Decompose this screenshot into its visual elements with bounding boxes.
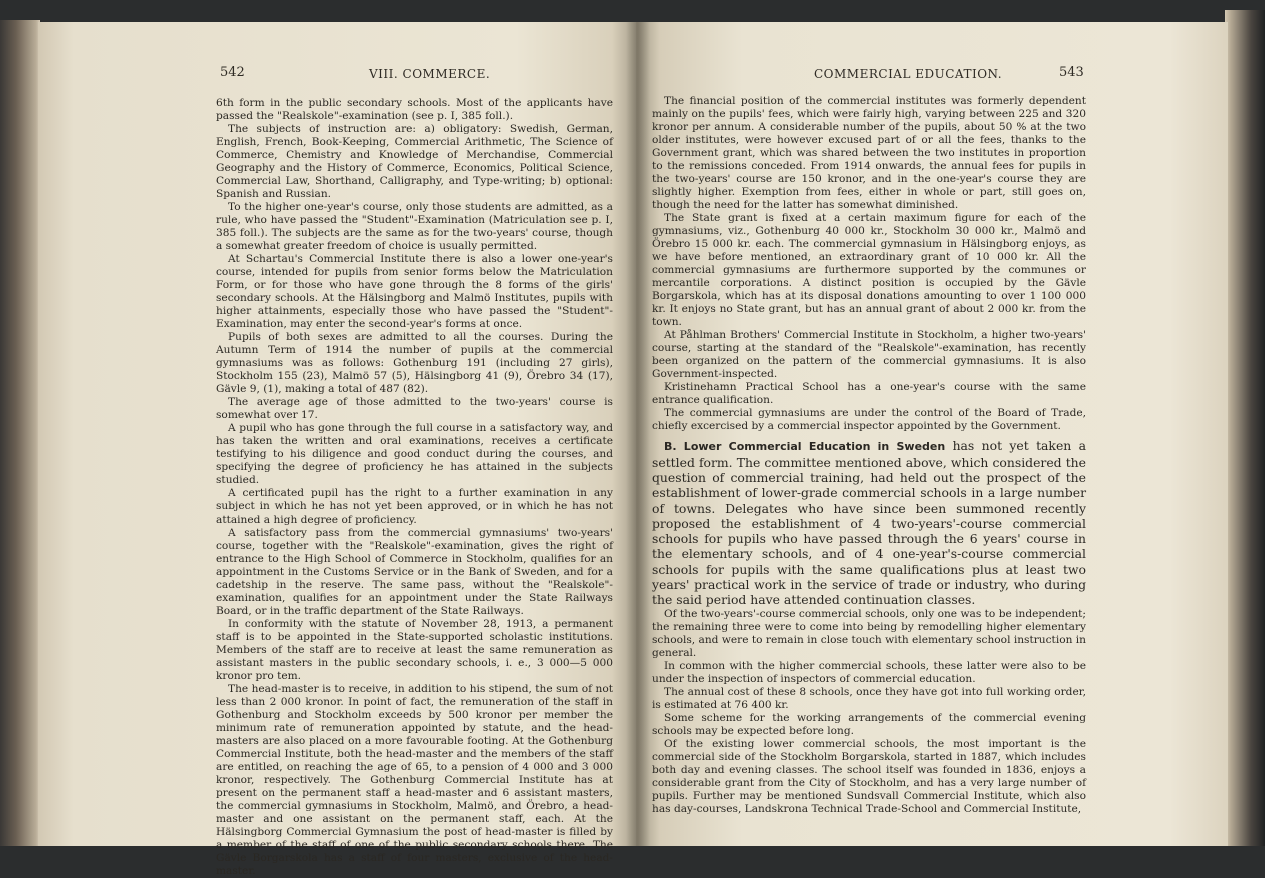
left-page [38,22,636,877]
paragraph: 6th form in the public secondary schools. Most of the applicants have passed the "Realskole"-examination (see p. I, 385 foll.). [216,97,613,123]
paragraph: Of the existing lower commercial schools, the most important is the commercial side of the Stockholm Borgarskola, started in 1887, which includes both day and evening classes. The school itself was founded in 1836, enjoys a considerable grant from the City of Stockholm, and has a very large number of pupils. Further may be mentioned Sundsvall Commercial Institute, which also has day-courses, Landskrona Technical Trade-School and Commercial Institute, [652,737,1086,815]
paragraph: The financial position of the commercial institutes was formerly dependent mainly on the pupils' fees, which were fairly high, varying between 225 and 320 kronor per annum. A considerable number of the pupils, about 50 % at the two older institutes, were however excused part of or all the fees, thanks to the Government grant, which was shared between the two institutes in proportion to the remissions conceded. From 1914 onwards, the annual fees for pupils in the two-years' course are 150 kronor, and in the one-year's course they are slightly higher. Exemption from fees, either in whole or part, still goes on, though the need for the latter has somewhat diminished. [652,95,1086,212]
right-text-column [652,95,1086,816]
paragraph: Some scheme for the working arrangements of the commercial evening schools may be expected before long. [652,711,1086,737]
paragraph: The annual cost of these 8 schools, once they have got into full working order, is estimated at 76 400 kr. [652,685,1086,711]
section-heading: B. Lower Commercial Education in Sweden [664,440,946,454]
paragraph: The State grant is fixed at a certain maximum figure for each of the gymnasiums, viz., Gothenburg 40 000 kr., Stockholm 30 000 kr., Malmö and Örebro 15 000 kr. each. The commercial gymnasium in Hälsingborg enjoys, as we have before mentioned, an extraordinary grant of 10 000 kr. All the commercial gymnasiums are furthermore supported by the communes or mercantile corporations. A distinct position is occupied by the Gävle Borgarskola, which has at its disposal donations amounting to over 1 100 000 kr. It enjoys no State grant, but has an annual grant of about 2 000 kr. from the town. [652,212,1086,329]
paragraph: A satisfactory pass from the commercial gymnasiums' two-years' course, together with the "Realskole"-examination, gives the right of entrance to the High School of Commerce in Stockholm, qualifies for an appointment in the Customs Service or in the Bank of Sweden, and for a cadetship in the reserve. The same pass, without the "Realskole"-examination, qualifies for an appointment under the State Railways Board, or in the traffic department of the State Railways. [216,526,613,617]
paragraph: Kristinehamn Practical School has a one-year's course with the same entrance qualification. [652,381,1086,407]
right-running-head: COMMERCIAL EDUCATION. [814,67,1003,81]
paragraph: The subjects of instruction are: a) obligatory: Swedish, German, English, French, Book-Keeping, Commercial Arithmetic, The Science of Commerce, Chemistry and Knowledge of Merchandise, Commercial Geography and the History of Commerce, Economics, Political Science, Commercial Law, Shorthand, Calligraphy, and Type-writing; b) optional: Spanish and Russian. [216,123,613,201]
right-page [636,22,1228,846]
paragraph: In conformity with the statute of November 28, 1913, a permanent staff is to be appointed in the State-supported scholastic institutions. Members of the staff are to receive at least the same remuneration as assistant masters in the public secondary schools, i. e., 3 000—5 000 kronor pro tem. [216,617,613,682]
section-b-paragraph [652,438,1086,607]
paragraph: A certificated pupil has the right to a further examination in any subject in which he has not yet been approved, or in which he has not attained a high degree of proficiency. [216,487,613,526]
paragraph: The average age of those admitted to the two-years' course is somewhat over 17. [216,396,613,422]
paragraph: Pupils of both sexes are admitted to all the courses. During the Autumn Term of 1914 the number of pupils at the commercial gymnasiums was as follows: Gothenburg 191 (including 27 girls), Stockholm 155 (23), Malmö 57 (5), Hälsingborg 41 (9), Örebro 34 (17), Gävle 9, (1), making a total of 487 (82). [216,331,613,396]
paragraph: In common with the higher commercial schools, these latter were also to be under the inspection of inspectors of commercial education. [652,659,1086,685]
paragraph: At Påhlman Brothers' Commercial Institute in Stockholm, a higher two-years' course, starting at the standard of the "Realskole"-examination, has recently been organized on the pattern of the commercial gymnasiums. It is also Government-inspected. [652,329,1086,381]
paragraph: Of the two-years'-course commercial schools, only one was to be independent; the remaining three were to come into being by remodelling higher elementary schools, and were to remain in close touch with elementary school instruction in general. [652,607,1086,659]
paragraph: A pupil who has gone through the full course in a satisfactory way, and has taken the written and oral examinations, receives a certificate testifying to his diligence and good conduct during the courses, and specifying the degree of proficiency he has attained in the subjects studied. [216,422,613,487]
right-page-number: 543 [1059,65,1084,80]
paragraph: At Schartau's Commercial Institute there is also a lower one-year's course, intended for pupils from senior forms below the Matriculation Form, or for those who have gone through the 8 forms of the girls' secondary schools. At the Hälsingborg and Malmö Institutes, pupils with higher attainments, especially those who have passed the "Student"-Examination, may enter the second-year's forms at once. [216,253,613,331]
book-gutter [626,22,650,846]
book-edge-left [0,20,40,846]
left-text-column [216,97,613,878]
book-edge-right [1225,10,1265,846]
section-intro: has not yet taken a settled form. The committee mentioned above, which considered the question of commercial training, had held out the prospect of the establishment of lower-grade commercial schools in a large number of towns. Delegates who have since been summoned recently proposed the establishment of 4 two-years'-course commercial schools for pupils who have passed through the 6 years' course in the elementary schools, and of 4 one-year's-course commercial schools for pupils with the same qualifications plus at least two years' practical work in the service of trade or industry, who during the said period have attended continuation classes. [652,438,1086,608]
paragraph: The head-master is to receive, in addition to his stipend, the sum of not less than 2 000 kronor. In point of fact, the remuneration of the staff in Gothenburg and Stockholm exceeds by 500 kronor per member the minimum rate of remuneration appointed by statute, and the head-masters are also placed on a more favourable footing. At the Gothenburg Commercial Institute, both the head-master and the members of the staff are entitled, on reaching the age of 65, to a pension of 4 000 and 3 000 kronor, respectively. The Gothenburg Commercial Institute has at present on the permanent staff a head-master and 6 assistant masters, the commercial gymnasiums in Stockholm, Malmö, and Örebro, a head-master and one assistant on the permanent staff, each. At the Hälsingborg Commercial Gymnasium the post of head-master is filled by a member of the staff of one of the public secondary schools there. The Gävle Borgarskola has a staff of four masters, exclusive of the head-master. [216,682,613,877]
left-running-head: VIII. COMMERCE. [369,67,491,81]
paragraph: To the higher one-year's course, only those students are admitted, as a rule, who have passed the "Student"-Examination (Matriculation see p. I, 385 foll.). The subjects are the same as for the two-years' course, though a somewhat greater freedom of choice is usually permitted. [216,201,613,253]
left-page-number: 542 [220,65,245,80]
paragraph: The commercial gymnasiums are under the control of the Board of Trade, chiefly excercised by a commercial inspector appointed by the Government. [652,407,1086,433]
